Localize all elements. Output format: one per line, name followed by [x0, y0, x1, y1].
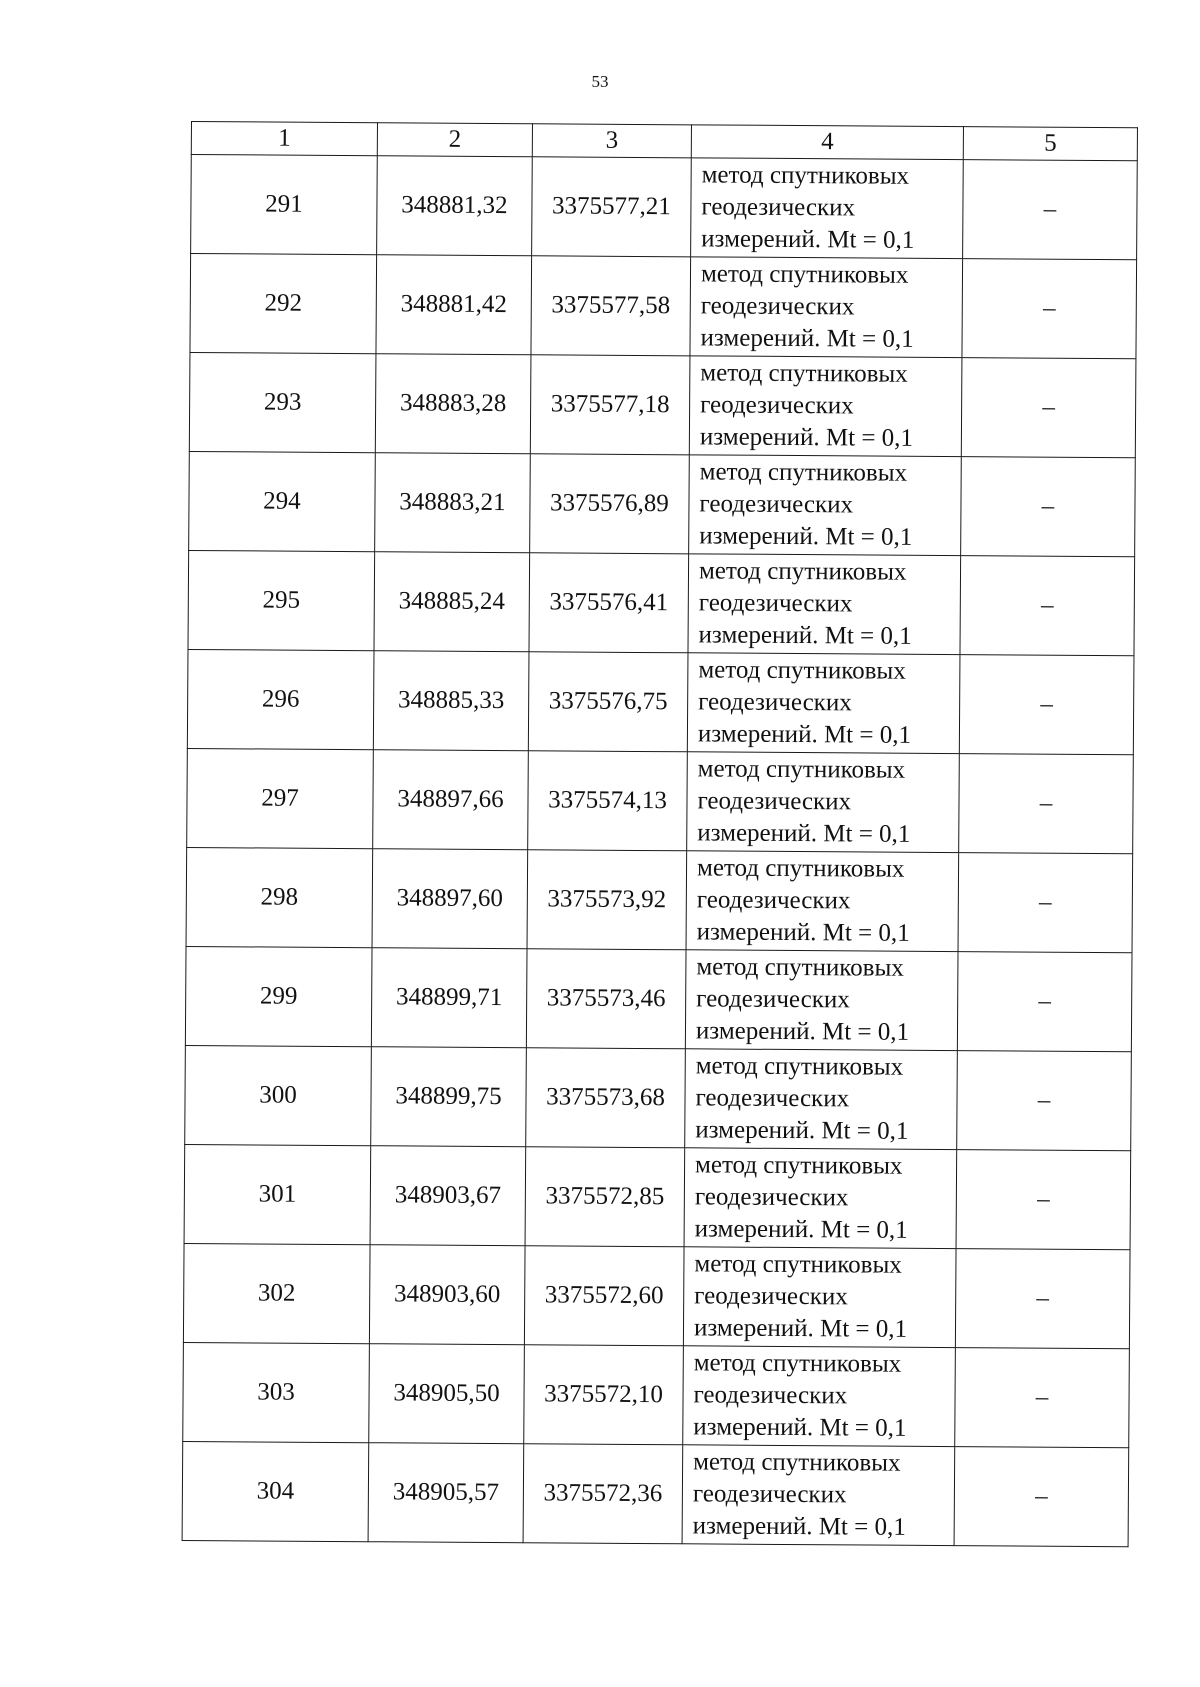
method-line: метод спутниковых: [698, 557, 907, 586]
header-column-2: 2: [377, 123, 532, 157]
method-line: метод спутниковых: [700, 260, 909, 289]
point-number-cell: 303: [183, 1342, 370, 1442]
method-line: метод спутниковых: [699, 458, 908, 487]
method-cell: [691, 158, 964, 259]
method-line: геодезических: [693, 1381, 848, 1410]
point-number-cell: 301: [184, 1144, 371, 1244]
header-column-5: 5: [963, 127, 1137, 161]
point-number-cell: 304: [182, 1441, 369, 1541]
point-number-cell: 291: [191, 155, 378, 255]
method-line: измерений. Mt = 0,1: [692, 1512, 906, 1541]
y-coordinate-cell: 3375572,10: [524, 1345, 684, 1445]
method-cell: [690, 257, 963, 358]
x-coordinate-cell: 348899,75: [371, 1047, 527, 1147]
method-line: геодезических: [692, 1480, 847, 1509]
y-coordinate-cell: 3375574,13: [528, 751, 688, 851]
method-line: метод спутниковых: [693, 1448, 901, 1477]
y-coordinate-cell: 3375572,36: [523, 1444, 683, 1544]
method-line: измерений. Mt = 0,1: [695, 1017, 910, 1046]
method-line: метод спутниковых: [700, 359, 908, 388]
point-number-cell: 292: [190, 254, 377, 354]
method-line: метод спутниковых: [695, 1052, 904, 1081]
x-coordinate-cell: 348881,32: [377, 156, 533, 256]
method-line: измерений. Mt = 0,1: [699, 423, 914, 452]
table-row: [190, 254, 1137, 359]
method-line: геодезических: [696, 985, 850, 1014]
method-line: геодезических: [697, 787, 852, 816]
method-line: измерений. Mt = 0,1: [697, 720, 912, 749]
point-number-cell: 297: [187, 748, 374, 848]
table-row: [191, 155, 1138, 260]
y-coordinate-cell: 3375573,68: [526, 1048, 686, 1148]
point-number-cell: 299: [185, 946, 372, 1046]
page-number: 53: [591, 72, 609, 91]
method-cell: [682, 1445, 955, 1546]
x-coordinate-cell: 348885,24: [374, 552, 530, 652]
description-cell: –: [960, 556, 1135, 656]
description-cell: –: [956, 1150, 1131, 1250]
y-coordinate-cell: 3375576,89: [530, 454, 690, 554]
method-line: измерений. Mt = 0,1: [700, 324, 914, 353]
table-row: [185, 946, 1132, 1051]
method-line: геодезических: [696, 886, 851, 915]
x-coordinate-cell: 348903,60: [369, 1245, 525, 1345]
point-number-cell: 293: [189, 352, 376, 452]
description-cell: –: [961, 358, 1136, 458]
x-coordinate-cell: 348897,66: [373, 750, 529, 850]
table-row: [189, 352, 1136, 457]
description-cell: –: [954, 1447, 1129, 1547]
method-line: измерений. Mt = 0,1: [693, 1413, 907, 1442]
y-coordinate-cell: 3375573,92: [527, 850, 687, 950]
method-line: метод спутниковых: [694, 1250, 902, 1279]
method-line: геодезических: [700, 292, 855, 321]
table-row: [183, 1243, 1130, 1348]
y-coordinate-cell: 3375577,18: [530, 355, 690, 455]
header-column-4: 4: [691, 125, 963, 160]
x-coordinate-cell: 348885,33: [373, 651, 529, 751]
description-cell: –: [962, 259, 1137, 359]
method-line: геодезических: [699, 490, 854, 519]
method-line: геодезических: [698, 688, 852, 717]
point-number-cell: 298: [186, 847, 373, 947]
x-coordinate-cell: 348883,28: [375, 354, 531, 454]
method-line: измерений. Mt = 0,1: [696, 918, 910, 947]
y-coordinate-cell: 3375572,60: [524, 1246, 684, 1346]
y-coordinate-cell: 3375572,85: [525, 1147, 685, 1247]
point-number-cell: 295: [188, 550, 375, 650]
method-cell: [683, 1247, 956, 1348]
description-cell: –: [963, 160, 1138, 260]
point-number-cell: 302: [183, 1243, 370, 1343]
method-cell: [689, 455, 962, 556]
description-cell: –: [955, 1249, 1130, 1349]
method-line: геодезических: [695, 1084, 850, 1113]
y-coordinate-cell: 3375576,41: [529, 553, 689, 653]
method-cell: [683, 1346, 956, 1447]
method-line: измерений. Mt = 0,1: [697, 819, 911, 848]
method-line: метод спутниковых: [693, 1349, 902, 1378]
table-row: [182, 1441, 1129, 1546]
table-row: [183, 1342, 1130, 1447]
method-line: метод спутниковых: [701, 161, 910, 190]
method-line: метод спутниковых: [696, 953, 904, 982]
method-line: метод спутниковых: [694, 1151, 903, 1180]
method-cell: [688, 554, 961, 655]
method-line: измерений. Mt = 0,1: [698, 621, 912, 650]
x-coordinate-cell: 348905,50: [369, 1344, 525, 1444]
description-cell: –: [959, 655, 1134, 755]
table-row: [188, 550, 1135, 655]
description-cell: –: [957, 1051, 1132, 1151]
method-line: геодезических: [700, 391, 854, 420]
y-coordinate-cell: 3375577,21: [532, 157, 692, 257]
method-line: геодезических: [701, 193, 856, 222]
x-coordinate-cell: 348883,21: [375, 453, 531, 553]
x-coordinate-cell: 348881,42: [376, 255, 532, 355]
table-row: [187, 748, 1134, 853]
description-cell: –: [955, 1348, 1130, 1448]
method-cell: [685, 1049, 958, 1150]
method-line: измерений. Mt = 0,1: [701, 225, 915, 254]
table-body: [182, 155, 1137, 1547]
x-coordinate-cell: 348903,67: [370, 1146, 526, 1246]
method-cell: [689, 356, 962, 457]
x-coordinate-cell: 348905,57: [368, 1443, 524, 1543]
point-number-cell: 296: [187, 649, 374, 749]
header-column-3: 3: [532, 124, 691, 158]
method-line: геодезических: [694, 1183, 849, 1212]
header-column-1: 1: [191, 122, 377, 156]
y-coordinate-cell: 3375573,46: [526, 949, 686, 1049]
method-line: измерений. Mt = 0,1: [693, 1314, 908, 1343]
method-cell: [685, 950, 958, 1051]
description-cell: –: [959, 754, 1134, 854]
method-cell: [687, 653, 960, 754]
table-row: [185, 1045, 1132, 1150]
description-cell: –: [958, 853, 1133, 953]
method-cell: [686, 851, 959, 952]
method-cell: [687, 752, 960, 853]
method-line: измерений. Mt = 0,1: [694, 1215, 908, 1244]
description-cell: –: [957, 952, 1132, 1052]
table-row: [189, 451, 1136, 556]
method-line: измерений. Mt = 0,1: [695, 1116, 909, 1145]
method-line: геодезических: [698, 589, 853, 618]
coordinates-table: [182, 121, 1138, 1547]
method-line: метод спутниковых: [697, 755, 906, 784]
x-coordinate-cell: 348899,71: [371, 948, 527, 1048]
table-row: [184, 1144, 1131, 1249]
method-cell: [684, 1148, 957, 1249]
point-number-cell: 294: [189, 451, 376, 551]
method-line: измерений. Mt = 0,1: [699, 522, 913, 551]
table-row: [186, 847, 1133, 952]
method-line: метод спутниковых: [696, 854, 905, 883]
method-line: метод спутниковых: [698, 656, 906, 685]
table-row: [187, 649, 1134, 754]
point-number-cell: 300: [185, 1045, 372, 1145]
y-coordinate-cell: 3375577,58: [531, 256, 691, 356]
description-cell: –: [961, 457, 1136, 557]
method-line: геодезических: [694, 1282, 848, 1311]
y-coordinate-cell: 3375576,75: [528, 652, 688, 752]
x-coordinate-cell: 348897,60: [372, 849, 528, 949]
